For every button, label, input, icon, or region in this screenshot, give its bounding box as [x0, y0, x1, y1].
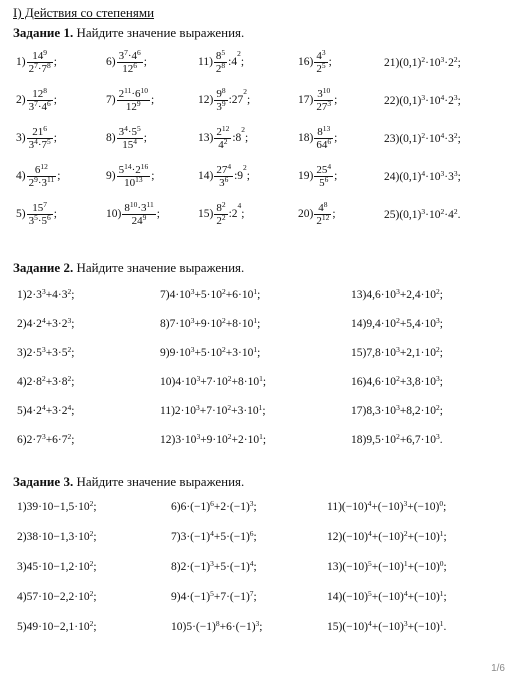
item-number: 8) [106, 132, 116, 145]
expression-tail: $:2^4$; [228, 201, 245, 221]
expression: $39\cdot 10-1,5\cdot 10^2$; [26, 499, 97, 513]
task-1-item [198, 126, 248, 151]
expression-tail: ; [151, 94, 155, 107]
expression: $4\cdot 2^4+3\cdot 2^3$; [26, 316, 75, 330]
denominator: $3^7\cdot 4^6$ [28, 99, 51, 113]
numerator: $15^7$ [27, 202, 53, 215]
item-number: 6) [171, 501, 181, 513]
expression: $4\cdot 2^4+3\cdot 2^4$; [26, 403, 75, 417]
item-number: 7) [160, 289, 170, 301]
item-number: 4) [16, 170, 26, 183]
expression: $38\cdot 10-1,3\cdot 10^2$; [26, 529, 97, 543]
numerator: $14^9$ [27, 50, 53, 63]
fraction [214, 50, 227, 75]
item-number: 14) [327, 591, 343, 603]
expression-tail: ; [53, 208, 57, 221]
expression: $(0,1)^4\cdot 10^3\cdot 3^3$; [399, 169, 461, 183]
item-number: 5) [16, 208, 26, 221]
expression: $7,8\cdot 10^3+2,1\cdot 10^2$; [366, 345, 443, 359]
item-number: 13) [327, 561, 343, 573]
item-number: 20) [298, 208, 314, 221]
item-number: 16) [351, 376, 367, 388]
task-2-text: Найдите значение выражения. [73, 260, 245, 275]
denominator: $27^3$ [316, 99, 332, 113]
fraction [122, 202, 155, 227]
expression: $4\cdot(-1)^5+7\cdot(-1)^7$; [180, 589, 257, 603]
expression: $2\cdot 3^3+4\cdot 3^2$; [26, 287, 75, 301]
fraction [314, 88, 333, 113]
numerator: $27^4$ [216, 162, 232, 176]
task-1-label: Задание 1. [13, 25, 74, 40]
item-number: 1) [17, 501, 27, 513]
expression: $3\cdot(-1)^4+5\cdot(-1)^6$; [180, 529, 257, 543]
fraction [27, 164, 57, 189]
item-number: 22) [384, 95, 400, 107]
expression-tail: ; [53, 56, 57, 69]
item-number: 12) [160, 434, 176, 446]
item-number: 8) [160, 318, 170, 330]
expression: $9\cdot 10^3+5\cdot 10^2+3\cdot 10^1$; [169, 345, 261, 359]
denominator: $12^6$ [122, 61, 138, 75]
task-2-item [160, 375, 266, 389]
item-number: 7) [106, 94, 116, 107]
expression: $2\cdot 8^2+3\cdot 8^2$; [26, 374, 75, 388]
numerator: $3^4\cdot 5^5$ [118, 124, 141, 138]
task-2-item [17, 288, 74, 302]
numerator: $8^2$ [216, 200, 226, 214]
item-number: 17) [298, 94, 314, 107]
task-1-item [16, 202, 57, 227]
item-number: 2) [17, 318, 27, 330]
expression: $2\cdot 7^3+6\cdot 7^2$; [26, 432, 75, 446]
fraction [27, 50, 53, 75]
item-number: 18) [351, 434, 367, 446]
item-number: 4) [17, 591, 27, 603]
expression: $(0,1)^2\cdot 10^3\cdot 2^2$; [399, 55, 461, 69]
task-1-text: Найдите значение выражения. [73, 25, 245, 40]
denominator: $2^7\cdot 7^8$ [28, 61, 51, 75]
task-1-item [384, 170, 461, 184]
item-number: 13) [351, 289, 367, 301]
denominator: $2^5$ [316, 61, 326, 75]
expression-tail: ; [143, 56, 147, 69]
item-number: 8) [171, 561, 181, 573]
item-number: 19) [298, 170, 314, 183]
task-2-item [351, 288, 443, 302]
item-number: 3) [16, 132, 26, 145]
item-number: 13) [198, 132, 214, 145]
task-2-heading [13, 260, 244, 276]
expression: $2\cdot(-1)^3+5\cdot(-1)^4$; [180, 559, 257, 573]
expression: $4,6\cdot 10^3+2,4\cdot 10^2$; [366, 287, 443, 301]
expression-tail: ; [334, 132, 338, 145]
numerator: $2^{11}\cdot 6^{10}$ [118, 86, 148, 100]
numerator: $6^{12}$ [27, 164, 57, 177]
task-2-item [160, 433, 266, 447]
numerator: $8^{13}$ [314, 126, 333, 139]
numerator: $3^{10}$ [314, 88, 333, 101]
expression: $4\cdot 10^3+5\cdot 10^2+6\cdot 10^1$; [169, 287, 261, 301]
task-2-label: Задание 2. [13, 260, 74, 275]
task-2-item [351, 375, 443, 389]
fraction [314, 50, 327, 75]
expression: $(-10)^5+(-10)^4+(-10)^1$; [342, 589, 447, 603]
task-2-item [17, 404, 74, 418]
item-number: 10) [171, 621, 187, 633]
page-number: 1/6 [491, 663, 505, 674]
fraction [214, 164, 233, 189]
expression: $57\cdot 10-2,2\cdot 10^2$; [26, 589, 97, 603]
task-1-item [384, 208, 460, 222]
fraction [117, 164, 151, 189]
expression-tail: $:9^2$; [234, 163, 250, 183]
item-number: 15) [198, 208, 214, 221]
item-number: 10) [160, 376, 176, 388]
item-number: 23) [384, 133, 400, 145]
numerator: $9^8$ [216, 86, 226, 100]
numerator: $8^5$ [215, 48, 226, 62]
task-1-item [384, 132, 461, 146]
task-1-item [106, 202, 160, 227]
numerator: $3^7\cdot 4^6$ [118, 48, 141, 62]
task-2-item [17, 346, 74, 360]
item-number: 10) [106, 208, 122, 221]
task-1-item [16, 50, 57, 75]
task-3-item [171, 590, 257, 604]
item-number: 2) [16, 94, 26, 107]
expression-tail: ; [334, 170, 338, 183]
item-number: 17) [351, 405, 367, 417]
expression-tail: ; [53, 132, 57, 145]
fraction [314, 164, 333, 189]
expression: $49\cdot 10-2,1\cdot 10^2$; [26, 619, 97, 633]
denominator: $15^4$ [122, 137, 138, 151]
item-number: 4) [17, 376, 27, 388]
task-2-item [160, 317, 260, 331]
task-1-item [106, 164, 154, 189]
task-2-item [351, 346, 443, 360]
denominator: $3^6$ [219, 175, 229, 189]
expression-tail: ; [332, 208, 336, 221]
task-2-item [17, 433, 74, 447]
denominator: $3^9$ [216, 99, 226, 113]
task-3-item [327, 620, 446, 634]
expression: $(0,1)^3\cdot 10^2\cdot 4^2$. [399, 207, 461, 221]
item-number: 9) [106, 170, 116, 183]
denominator: $10^{13}$ [124, 175, 143, 189]
item-number: 6) [17, 434, 27, 446]
task-1-item [384, 56, 461, 70]
expression-tail: ; [143, 132, 147, 145]
task-1-item [298, 126, 337, 151]
item-number: 7) [171, 531, 181, 543]
denominator: $5^6$ [319, 175, 329, 189]
task-2-item [351, 317, 443, 331]
denominator: $2^9\cdot 3^{11}$ [28, 175, 55, 189]
task-1-heading [13, 25, 244, 41]
task-3-label: Задание 3. [13, 474, 74, 489]
item-number: 3) [17, 561, 27, 573]
expression-tail: ; [57, 170, 61, 183]
task-1-item [106, 126, 147, 151]
expression-tail: ; [328, 56, 332, 69]
item-number: 11) [160, 405, 175, 417]
task-1-item [198, 88, 250, 113]
denominator: $3^5\cdot 5^6$ [28, 213, 51, 227]
item-number: 9) [171, 591, 181, 603]
expression: $8,3\cdot 10^3+8,2\cdot 10^2$; [366, 403, 443, 417]
item-number: 18) [298, 132, 314, 145]
item-number: 14) [351, 318, 367, 330]
task-3-item [17, 620, 97, 634]
item-number: 12) [327, 531, 343, 543]
denominator: $12^9$ [125, 99, 141, 113]
expression: $2\cdot 10^3+7\cdot 10^2+3\cdot 10^1$; [174, 403, 266, 417]
item-number: 5) [17, 621, 27, 633]
task-3-item [327, 500, 446, 514]
expression-tail: $:27^2$; [228, 87, 251, 107]
numerator: $8^{10}\cdot 3^{11}$ [124, 200, 154, 214]
expression: $6\cdot(-1)^6+2\cdot(-1)^3$; [180, 499, 257, 513]
task-1-item [298, 164, 337, 189]
numerator: $2^{12}$ [216, 124, 230, 138]
expression: $5\cdot(-1)^8+6\cdot(-1)^3$; [186, 619, 263, 633]
expression: $7\cdot 10^3+9\cdot 10^2+8\cdot 10^1$; [169, 316, 261, 330]
expression-tail: ; [151, 170, 155, 183]
denominator: $2^2$ [216, 213, 226, 227]
task-1-item [298, 202, 336, 227]
task-3-item [17, 560, 97, 574]
fraction [314, 202, 331, 227]
expression: $9,4\cdot 10^2+5,4\cdot 10^3$; [366, 316, 443, 330]
item-number: 9) [160, 347, 170, 359]
expression: $4,6\cdot 10^2+3,8\cdot 10^3$; [366, 374, 443, 388]
task-1-item [16, 88, 57, 113]
task-2-item [17, 375, 74, 389]
task-1-item [198, 164, 250, 189]
fraction [214, 88, 227, 113]
item-number: 5) [17, 405, 27, 417]
expression: $(0,1)^3\cdot 10^4\cdot 2^3$; [399, 93, 461, 107]
fraction [27, 88, 53, 113]
denominator: $24^9$ [131, 213, 147, 227]
task-1-item [106, 88, 154, 113]
task-1-item [16, 164, 60, 189]
denominator: $2^8$ [215, 61, 226, 75]
expression: $3\cdot 10^3+9\cdot 10^2+2\cdot 10^1$; [175, 432, 267, 446]
expression: $(-10)^4+(-10)^2+(-10)^1$; [342, 529, 447, 543]
item-number: 1) [17, 289, 27, 301]
task-3-item [327, 530, 447, 544]
task-1-item [298, 50, 332, 75]
task-3-item [17, 590, 97, 604]
fraction [117, 126, 143, 151]
task-2-item [17, 317, 74, 331]
item-number: 6) [106, 56, 116, 69]
item-number: 25) [384, 209, 400, 221]
item-number: 3) [17, 347, 27, 359]
task-2-item [351, 433, 443, 447]
item-number: 16) [298, 56, 314, 69]
task-3-item [17, 530, 97, 544]
numerator: $5^{14}\cdot 2^{16}$ [118, 162, 149, 176]
task-3-item [171, 530, 257, 544]
fraction [27, 202, 53, 227]
expression: $(-10)^4+(-10)^3+(-10)^0$; [341, 499, 447, 513]
fraction [214, 202, 227, 227]
fraction [117, 88, 150, 113]
task-1-item [298, 88, 337, 113]
expression: $9,5\cdot 10^2+6,7\cdot 10^3$. [366, 432, 443, 446]
expression: $(-10)^4+(-10)^3+(-10)^1$. [342, 619, 447, 633]
expression-tail: ; [334, 94, 338, 107]
expression-tail: ; [53, 94, 57, 107]
expression-tail: $:4^2$; [228, 49, 245, 69]
item-number: 2) [17, 531, 27, 543]
numerator: $12^8$ [27, 88, 53, 101]
denominator: $4^2$ [218, 137, 228, 151]
fraction [117, 50, 143, 75]
task-1-item [16, 126, 57, 151]
item-number: 1) [16, 56, 26, 69]
item-number: 11) [327, 501, 342, 513]
fraction [27, 126, 53, 151]
fraction [314, 126, 333, 151]
item-number: 24) [384, 171, 400, 183]
expression-tail: $:8^2$; [232, 125, 249, 145]
expression: $(-10)^5+(-10)^1+(-10)^0$; [342, 559, 447, 573]
numerator: $21^6$ [27, 126, 53, 139]
expression: $(0,1)^2\cdot 10^4\cdot 3^2$; [399, 131, 461, 145]
task-3-item [327, 560, 447, 574]
task-1-item [384, 94, 461, 108]
item-number: 15) [351, 347, 367, 359]
expression: $45\cdot 10-1,2\cdot 10^2$; [26, 559, 97, 573]
task-1-item [198, 50, 244, 75]
expression-tail: ; [156, 208, 160, 221]
task-1-item [106, 50, 147, 75]
numerator: $4^3$ [316, 48, 326, 62]
worksheet-title: I) Действия со степенями [13, 5, 155, 20]
denominator: $2^{12}$ [316, 213, 330, 227]
task-3-item [171, 620, 263, 634]
task-2-item [160, 346, 260, 360]
task-3-text: Найдите значение выражения. [73, 474, 245, 489]
item-number: 11) [198, 56, 213, 69]
numerator: $25^4$ [316, 162, 332, 176]
denominator: $64^6$ [316, 137, 332, 151]
task-2-item [160, 288, 260, 302]
task-3-item [17, 500, 97, 514]
item-number: 15) [327, 621, 343, 633]
denominator: $3^4\cdot 7^5$ [28, 137, 51, 151]
task-3-item [327, 590, 447, 604]
task-3-heading [13, 474, 244, 490]
task-2-item [351, 404, 443, 418]
task-3-item [171, 500, 257, 514]
fraction [214, 126, 231, 151]
item-number: 14) [198, 170, 214, 183]
task-2-item [160, 404, 266, 418]
task-3-item [171, 560, 257, 574]
numerator: $4^8$ [314, 202, 331, 215]
expression: $2\cdot 5^3+3\cdot 5^2$; [26, 345, 75, 359]
item-number: 21) [384, 57, 400, 69]
item-number: 12) [198, 94, 214, 107]
task-1-item [198, 202, 245, 227]
expression: $4\cdot 10^3+7\cdot 10^2+8\cdot 10^1$; [175, 374, 267, 388]
